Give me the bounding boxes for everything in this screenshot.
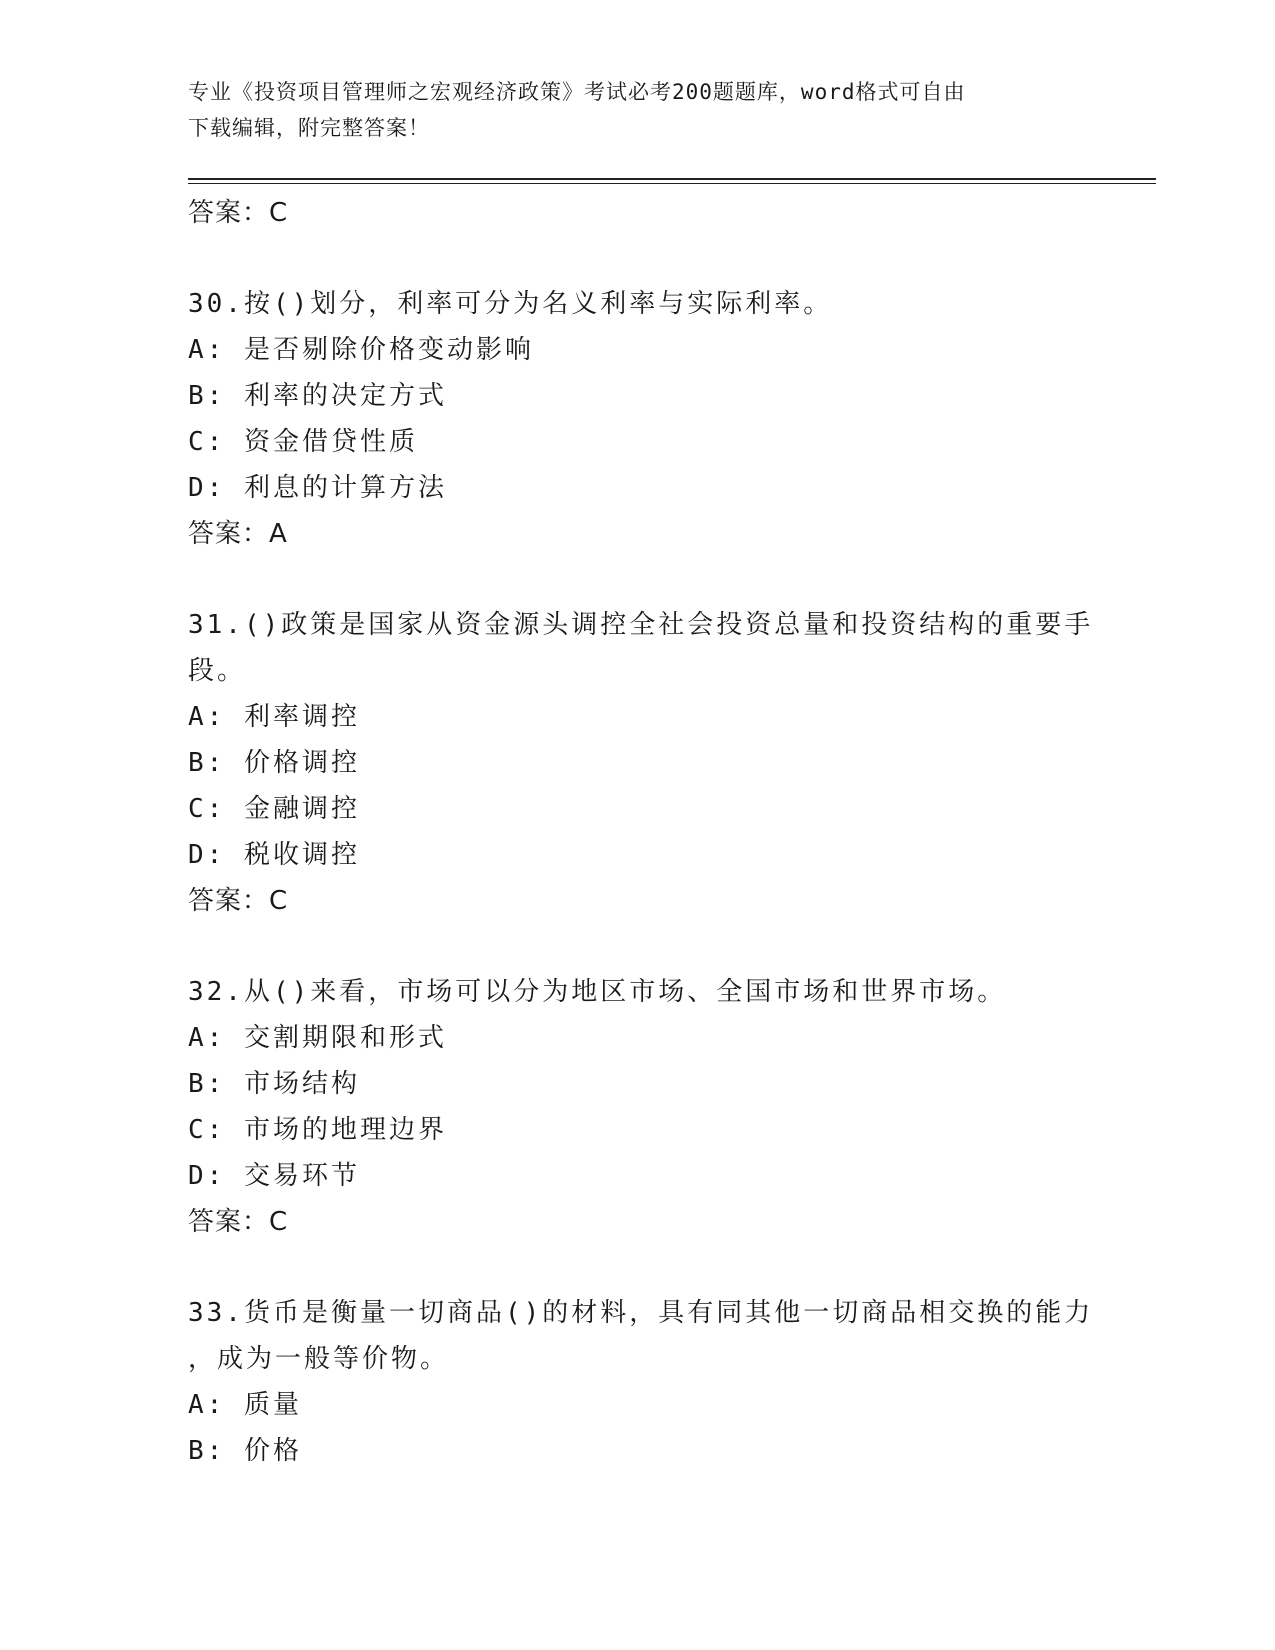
option-a: A: 是否剔除价格变动影响 <box>188 335 534 365</box>
previous-answer: 答案：C <box>188 198 289 228</box>
question-stem: 30.按()划分，利率可分为名义利率与实际利率。 <box>188 289 833 319</box>
option-b: B: 利率的决定方式 <box>188 381 447 411</box>
answer: 答案：A <box>188 519 288 549</box>
option-c: C: 资金借贷性质 <box>188 427 418 457</box>
header-line-2: 下载编辑，附完整答案！ <box>188 116 430 140</box>
question-stem: 31.()政策是国家从资金源头调控全社会投资总量和投资结构的重要手 <box>188 610 1094 640</box>
answer: 答案：C <box>188 1207 289 1237</box>
option-c: C: 金融调控 <box>188 794 360 824</box>
option-a: A: 利率调控 <box>188 702 360 732</box>
header-line-1: 专业《投资项目管理师之宏观经济政策》考试必考200题题库，word格式可自由 <box>188 80 966 104</box>
option-d: D: 利息的计算方法 <box>188 473 447 503</box>
question-31 <box>188 602 1094 924</box>
question-list <box>188 190 1094 1474</box>
option-b: B: 价格调控 <box>188 748 360 778</box>
question-32 <box>188 969 1088 1245</box>
option-d: D: 交易环节 <box>188 1161 360 1191</box>
question-stem: 33.货币是衡量一切商品()的材料，具有同其他一切商品相交换的能力 <box>188 1298 1094 1328</box>
question-stem: 32.从()来看，市场可以分为地区市场、全国市场和世界市场。 <box>188 977 1007 1007</box>
option-b: B: 价格 <box>188 1436 302 1466</box>
question-stem-continued: 段。 <box>188 656 247 686</box>
option-c: C: 市场的地理边界 <box>188 1115 447 1145</box>
header-divider-thin <box>188 183 1156 184</box>
question-stem-continued: ，成为一般等价物。 <box>188 1344 450 1374</box>
option-b: B: 市场结构 <box>188 1069 360 1099</box>
question-30 <box>188 281 1088 557</box>
answer: 答案：C <box>188 886 289 916</box>
option-a: A: 交割期限和形式 <box>188 1023 447 1053</box>
question-33 <box>188 1290 1094 1474</box>
document-header <box>188 74 1068 146</box>
header-divider <box>188 178 1156 180</box>
option-a: A: 质量 <box>188 1390 302 1420</box>
option-d: D: 税收调控 <box>188 840 360 870</box>
